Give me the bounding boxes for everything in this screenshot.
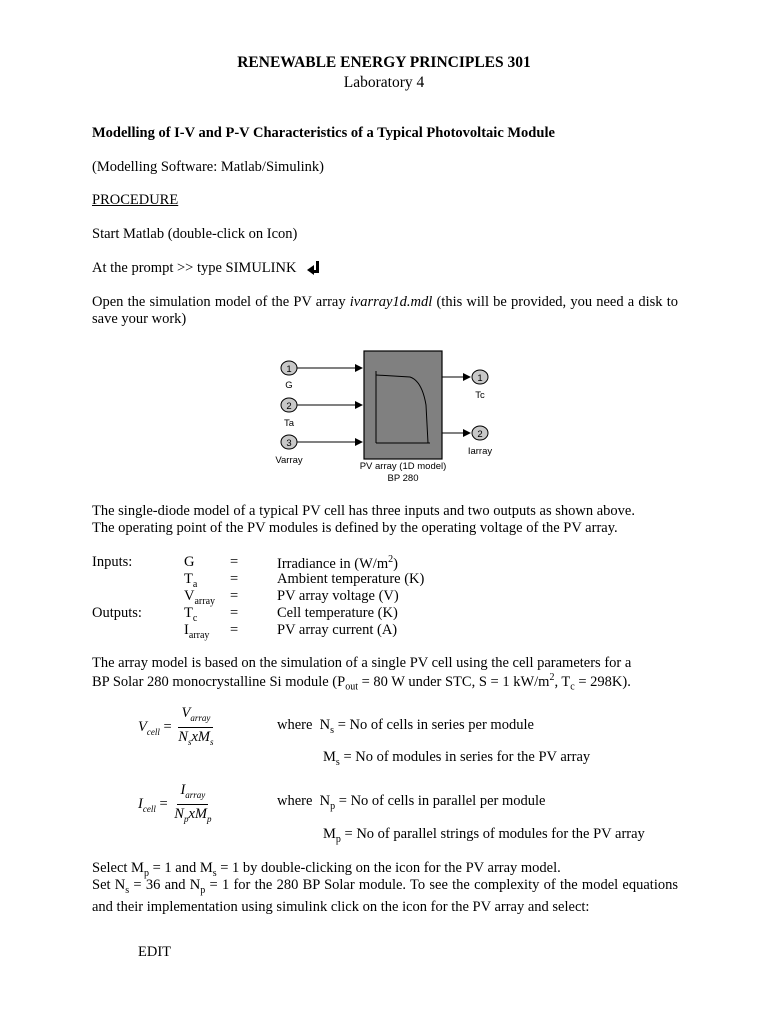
output-port-iarray[interactable] (442, 426, 492, 457)
enter-key-icon (306, 260, 322, 276)
def-equals: = (230, 554, 239, 570)
step-start-matlab: Start Matlab (double-click on Icon) (92, 226, 298, 242)
lab-title: Laboratory 4 (343, 74, 425, 91)
def-symbol: G (184, 554, 195, 570)
edit-label: EDIT (138, 944, 172, 960)
def-symbol: $T_c$ (184, 605, 198, 624)
array-model-line-2: BP Solar 280 monocrystalline Si module ($P_{out} = 80$ W under STC, S = 1 $kW/m^2$, $T_c = 298K$). (92, 672, 631, 693)
description-line-2: The operating point of the PV modules is defined by the operating voltage of the PV array. (92, 520, 618, 536)
pv-array-block-diagram (270, 345, 500, 490)
def-description: Irradiance in $(W/m^2)$ (277, 554, 398, 572)
icell-equation: $I_{cell}$ = $\frac{I_{array}}{N_pxM_p}$ (138, 782, 212, 824)
def-equals: = (230, 588, 239, 604)
input-port-label: Ta (283, 418, 295, 429)
course-title: RENEWABLE ENERGY PRINCIPLES 301 (237, 54, 531, 71)
mp-definition: $M_p = No$ of parallel strings of modules for the PV array (323, 826, 645, 845)
input-port-label: G (285, 380, 293, 391)
inputs-label: Inputs: (92, 554, 133, 570)
def-equals: = (230, 622, 239, 638)
input-port-label: Varray (275, 455, 303, 466)
description-line-1: The single-diode model of a typical PV cell has three inputs and two outputs as shown above. (92, 503, 635, 519)
model-filename: ivarray1d.mdl (349, 294, 433, 310)
input-port-varray[interactable] (275, 435, 362, 466)
np-definition: where $N_p = No$ of cells in parallel per module (277, 793, 546, 812)
def-symbol: $V_{array}$ (184, 588, 216, 607)
outputs-label: Outputs: (92, 605, 142, 621)
def-description: Cell temperature (K) (277, 605, 398, 621)
ms-definition: $M_s = No$ of modules in series for the PV array (323, 749, 591, 768)
input-port-g[interactable] (281, 361, 362, 391)
step-type-simulink-text: At the prompt >> type SIMULINK (92, 260, 297, 276)
vcell-equation: $V_{cell}$ = $\frac{V_{array}}{N_sxM_s}$ (138, 705, 214, 747)
def-equals: = (230, 571, 239, 587)
def-equals: = (230, 605, 239, 621)
def-symbol: $I_{array}$ (184, 622, 210, 641)
def-symbol: $T_a$ (184, 571, 198, 590)
software-note: (Modelling Software: Matlab/Simulink) (92, 159, 324, 175)
block-label-module: BP 280 (387, 473, 419, 484)
set-instruction: Set $N_s = 36$ and $N_p = 1$ for the 280 BP Solar module. To see the complexity of the model equations and their implementation using simulink click on the icon for the PV array and select: (92, 877, 678, 915)
block-label-model: PV array (1D model) (359, 461, 447, 472)
subtitle: Modelling of I-V and P-V Characteristics of a Typical Photovoltaic Module (92, 125, 555, 141)
def-description: PV array current (A) (277, 622, 398, 638)
step-type-simulink (92, 260, 322, 277)
output-port-label: Tc (475, 390, 485, 401)
input-port-ta[interactable] (281, 398, 362, 429)
ns-definition: where $N_s = No$ of cells in series per module (277, 717, 534, 736)
output-port-number: 1 (477, 373, 483, 384)
array-model-line-1: The array model is based on the simulation of a single PV cell using the cell parameters for a (92, 655, 632, 671)
select-instruction: Select $M_p = 1$ and $M_s = 1$ by double-clicking on the icon for the PV array model. (92, 860, 561, 879)
def-description: Ambient temperature (K) (277, 571, 425, 587)
def-description: PV array voltage (V) (277, 588, 399, 604)
open-model-paragraph: Open the simulation model of the PV array ivarray1d.mdl (this will be provided, you need a disk to save your work) (92, 294, 678, 327)
input-port-number: 1 (286, 364, 292, 375)
input-port-number: 3 (286, 438, 292, 449)
output-port-tc[interactable] (442, 370, 488, 401)
output-port-number: 2 (477, 429, 483, 440)
procedure-heading: PROCEDURE (92, 192, 179, 208)
output-port-label: Iarray (467, 446, 493, 457)
input-port-number: 2 (286, 401, 292, 412)
pv-array-block[interactable] (360, 351, 447, 484)
